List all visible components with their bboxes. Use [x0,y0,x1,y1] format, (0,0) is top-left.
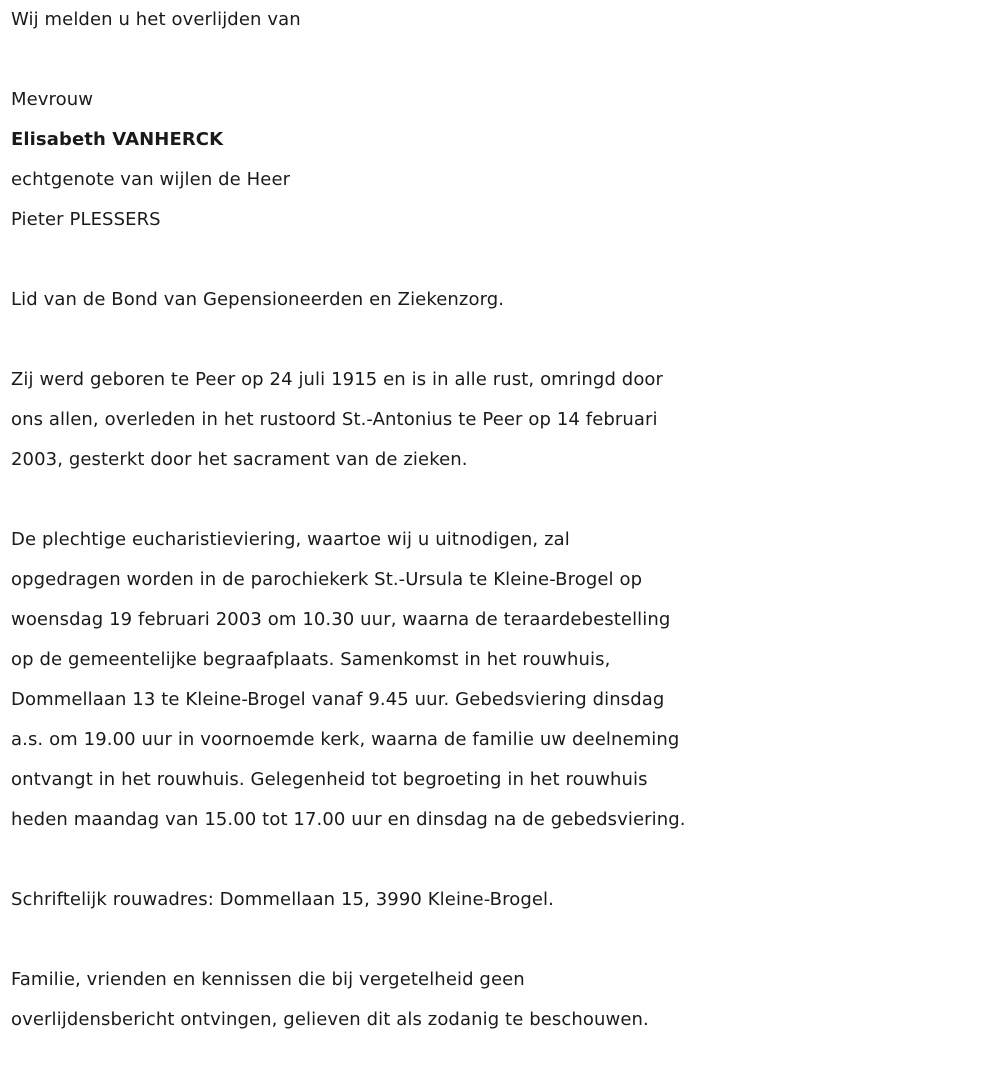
paragraph-line: a.s. om 19.00 uur in voornoemde kerk, waarna de familie uw deelneming [11,729,680,750]
paragraph-line: op de gemeentelijke begraafplaats. Samenkomst in het rouwhuis, [11,649,611,670]
intro-line: Wij melden u het overlijden van [11,9,301,30]
paragraph-line: 2003, gesterkt door het sacrament van de zieken. [11,449,468,470]
paragraph-line: Familie, vrienden en kennissen die bij vergetelheid geen [11,969,525,990]
spouse-name: Pieter PLESSERS [11,209,161,230]
deceased-name: Elisabeth VANHERCK [11,129,224,150]
paragraph-line: heden maandag van 15.00 tot 17.00 uur en dinsdag na de gebedsviering. [11,809,686,830]
paragraph-line: ons allen, overleden in het rustoord St.-Antonius te Peer op 14 februari [11,409,658,430]
mourning-address: Schriftelijk rouwadres: Dommellaan 15, 3990 Kleine-Brogel. [11,889,554,910]
paragraph-line: woensdag 19 februari 2003 om 10.30 uur, waarna de teraardebestelling [11,609,671,630]
paragraph-line: opgedragen worden in de parochiekerk St.-Ursula te Kleine-Brogel op [11,569,643,590]
spacer [11,40,996,80]
paragraph-line: ontvangt in het rouwhuis. Gelegenheid tot begroeting in het rouwhuis [11,769,648,790]
paragraph-line: De plechtige eucharistieviering, waartoe wij u uitnodigen, zal [11,529,570,550]
spacer [11,920,996,960]
spacer [11,480,996,520]
closing-paragraph [11,960,996,1040]
death-notice [11,0,996,1040]
spacer [11,240,996,280]
birth-death-paragraph [11,360,996,480]
membership-line: Lid van de Bond van Gepensioneerden en Ziekenzorg. [11,289,505,310]
ceremony-paragraph [11,520,996,840]
deceased-title: Mevrouw [11,89,94,110]
spacer [11,840,996,880]
paragraph-line: Dommellaan 13 te Kleine-Brogel vanaf 9.45 uur. Gebedsviering dinsdag [11,689,665,710]
deceased-relation: echtgenote van wijlen de Heer [11,169,291,190]
paragraph-line: overlijdensbericht ontvingen, gelieven dit als zodanig te beschouwen. [11,1009,649,1030]
spacer [11,320,996,360]
paragraph-line: Zij werd geboren te Peer op 24 juli 1915 en is in alle rust, omringd door [11,369,664,390]
